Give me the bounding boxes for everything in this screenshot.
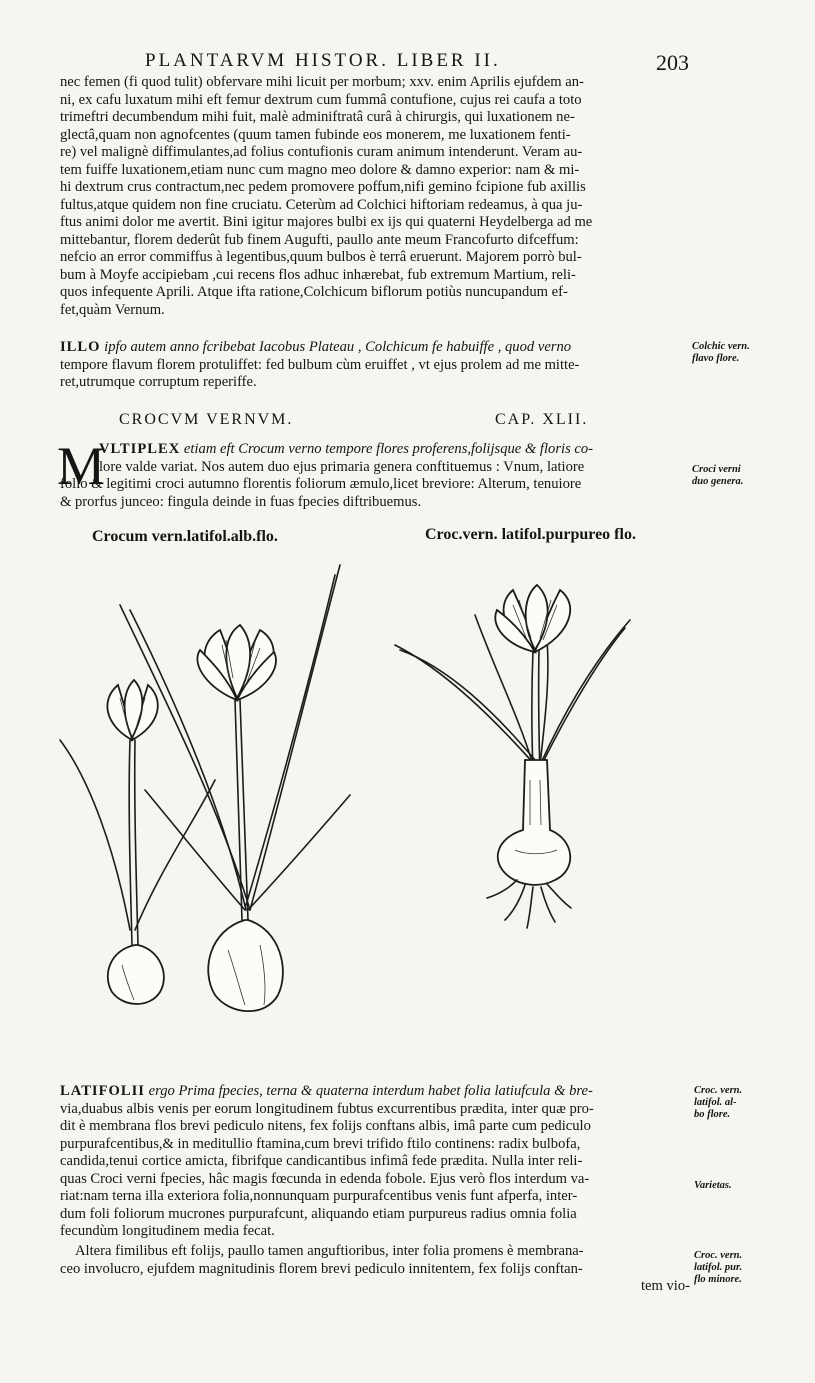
text-line: hi dextrum crus contractum,nec pedem promovere poffum,nifi gemino fcipione fub axillis xyxy=(60,179,586,195)
text-line: mittebantur, florem dederût fub finem Augufti, paullo ante meum Francofurto difceffum: xyxy=(60,231,579,248)
leaf xyxy=(60,740,130,930)
page-number: 203 xyxy=(656,50,689,75)
text-line: Altera fimilibus eft folijs, paullo tamen anguftioribus, inter folia promens è membrana- xyxy=(75,1243,584,1259)
text-line xyxy=(60,339,680,357)
woodcut-crocus-white xyxy=(50,550,380,1040)
text-line: tem vio- xyxy=(640,1278,690,1294)
stem xyxy=(129,740,132,945)
text-line: fet,quàm Vernum. xyxy=(60,301,165,318)
chapter-title: CROCVM VERNVM. xyxy=(119,411,294,428)
lead-word: LATIFOLII xyxy=(60,1083,145,1099)
text-line: dum foli foliorum mucrones purpurafcunt, aliquando etiam purpureus radius omnia folia xyxy=(60,1205,577,1222)
text-line xyxy=(60,1083,690,1101)
text-line: lore valde variat. Nos autem duo ejus primaria genera conftituemus : Vnum, latiore xyxy=(99,458,585,475)
text-line: & prorfus junceo: fingula deinde in fuas fpecies diftribuemus. xyxy=(60,493,422,510)
text-line: nefcio an error commiffus à legentibus,quum bulbos è terrâ eruerunt. Majorem porrò bul- xyxy=(60,249,582,265)
bulb xyxy=(208,920,283,1011)
text-line: ftus animi dolor me avertit. Bini igitur majores bulbi ex ijs qui quaterni Heydelberga ad me xyxy=(60,214,593,230)
leaf xyxy=(248,795,350,910)
text-line: glectâ,quam non agnofcentes (quum tamen fubinde eos monerem, me luxationem fenti- xyxy=(60,126,571,143)
figure-caption-right: Croc.vern. latifol.purpureo flo. xyxy=(425,526,636,543)
text-line: dit è membrana flos brevi pediculo nitens, fex folijs conftans albis, imâ parte cum pediculo xyxy=(60,1118,591,1134)
text-line: quos infequente Aprili. Atque ifta ratione,Colchicum biflorum potiùs nuncupandum ef- xyxy=(60,284,568,300)
text-line: fecundùm longitudinem media fecat. xyxy=(60,1223,275,1239)
text-line: bum à Moyfe accipiebam ,cui recens flos adhuc inhærebat, fub extremum Martium, reli- xyxy=(60,266,576,283)
stem xyxy=(532,650,533,775)
text-line: ret,utrumque corruptum reperiffe. xyxy=(60,374,257,390)
text-line: riat:nam terna illa exteriora folia,nonnunquam purpurafcentibus venis funt afperfa, inter- xyxy=(60,1188,578,1204)
text-line: re) vel malignè diffimulantes,ad folius contufionis curam animum intenderunt. Veram au- xyxy=(60,144,583,160)
leaf xyxy=(135,780,215,930)
line-text: ipfo autem anno fcribebat Iacobus Plateau , Colchicum fe habuiffe , quod verno xyxy=(100,339,572,355)
text-line: nec femen (fi quod tulit) obfervare mihi licuit per morbum; xxv. enim Aprilis ejufdem an- xyxy=(60,74,584,90)
paragraph-colchicum-continued xyxy=(60,74,680,319)
leaf xyxy=(395,645,535,765)
chapter-number: CAP. XLII. xyxy=(495,411,589,428)
drop-cap: M xyxy=(57,436,106,496)
margin-note: Varietas. xyxy=(694,1180,732,1191)
figure-caption-left: Crocum vern.latifol.alb.flo. xyxy=(92,528,278,545)
margin-note: Croci verni duo genera. xyxy=(692,464,744,487)
margin-note: Colchic vern. flavo flore. xyxy=(692,341,750,364)
paragraph-altera xyxy=(60,1243,690,1296)
paragraph-plateau xyxy=(60,339,680,392)
bulb xyxy=(108,945,164,1004)
roots xyxy=(487,880,571,928)
text-line xyxy=(99,441,689,459)
text-line: ni, ex cafu luxatum mihi eft femur dextrum cum fummâ contufione, cujus rei caufa a toto xyxy=(60,91,582,108)
lead-word: ILLO xyxy=(60,339,101,355)
text-line: trimeftri decumbendum mihi fuit, malè adminiftratâ curâ à chirurgis, qui luxationem ne- xyxy=(60,109,575,125)
text-line: tem fuiffe luxationem,etiam nunc cum magno meo dolore & damno experior: nam & mi- xyxy=(60,161,580,178)
line-text: etiam eft Crocum verno tempore flores proferens,folijsque & floris co- xyxy=(180,441,594,457)
woodcut-crocus-purple xyxy=(385,550,670,940)
text-line: fultus,atque quidem non fine cruciatu. Ceterùm ad Colchici hiftoriam redeamus, à qua ju- xyxy=(60,196,583,213)
line-text: ergo Prima fpecies, terna & quaterna interdum habet folia latiufcula & bre- xyxy=(144,1083,593,1099)
paragraph-latifolii xyxy=(60,1083,690,1241)
text-line: candida,tenui cortice amicta, fibrifque candicantibus infimâ fede prædita. Nulla inter reli- xyxy=(60,1153,583,1169)
paragraph-intro-crocus xyxy=(99,441,689,476)
running-head: PLANTARVM HISTOR. LIBER II. xyxy=(145,50,501,71)
lead-word: VLTIPLEX xyxy=(99,441,181,457)
text-line: tempore flavum florem protuliffet: fed bulbum cùm eruiffet , vt ejus prolem ad me mitte- xyxy=(60,356,580,373)
margin-note: Croc. vern. latifol. pur. flo minore. xyxy=(694,1250,743,1285)
text-line: ceo involucro, ejufdem magnitudinis florem brevi pediculo innitentem, fex folijs conftan- xyxy=(60,1260,583,1277)
text-line: quas Croci verni fpecies, hâc magis fœcunda in edenda fobole. Ejus verò flos interdum va- xyxy=(60,1170,590,1187)
text-line: via,duabus albis venis per eorum longitudinem fubtus excurrentibus prædita, inter quæ pro- xyxy=(60,1100,594,1117)
text-line: folio & legitimi croci autumno florentis foliorum æmulo,licet breviore: Alterum, tenuiore xyxy=(60,476,582,492)
leaf xyxy=(540,620,630,765)
text-line: purpurafcentibus,& in meditullio ftamina,cum brevi trifido ftilo continens: radix bulbofa, xyxy=(60,1135,581,1152)
paragraph-intro-crocus-cont xyxy=(60,476,692,511)
bulb xyxy=(498,760,570,885)
margin-note: Croc. vern. latifol. al- bo flore. xyxy=(694,1085,743,1120)
